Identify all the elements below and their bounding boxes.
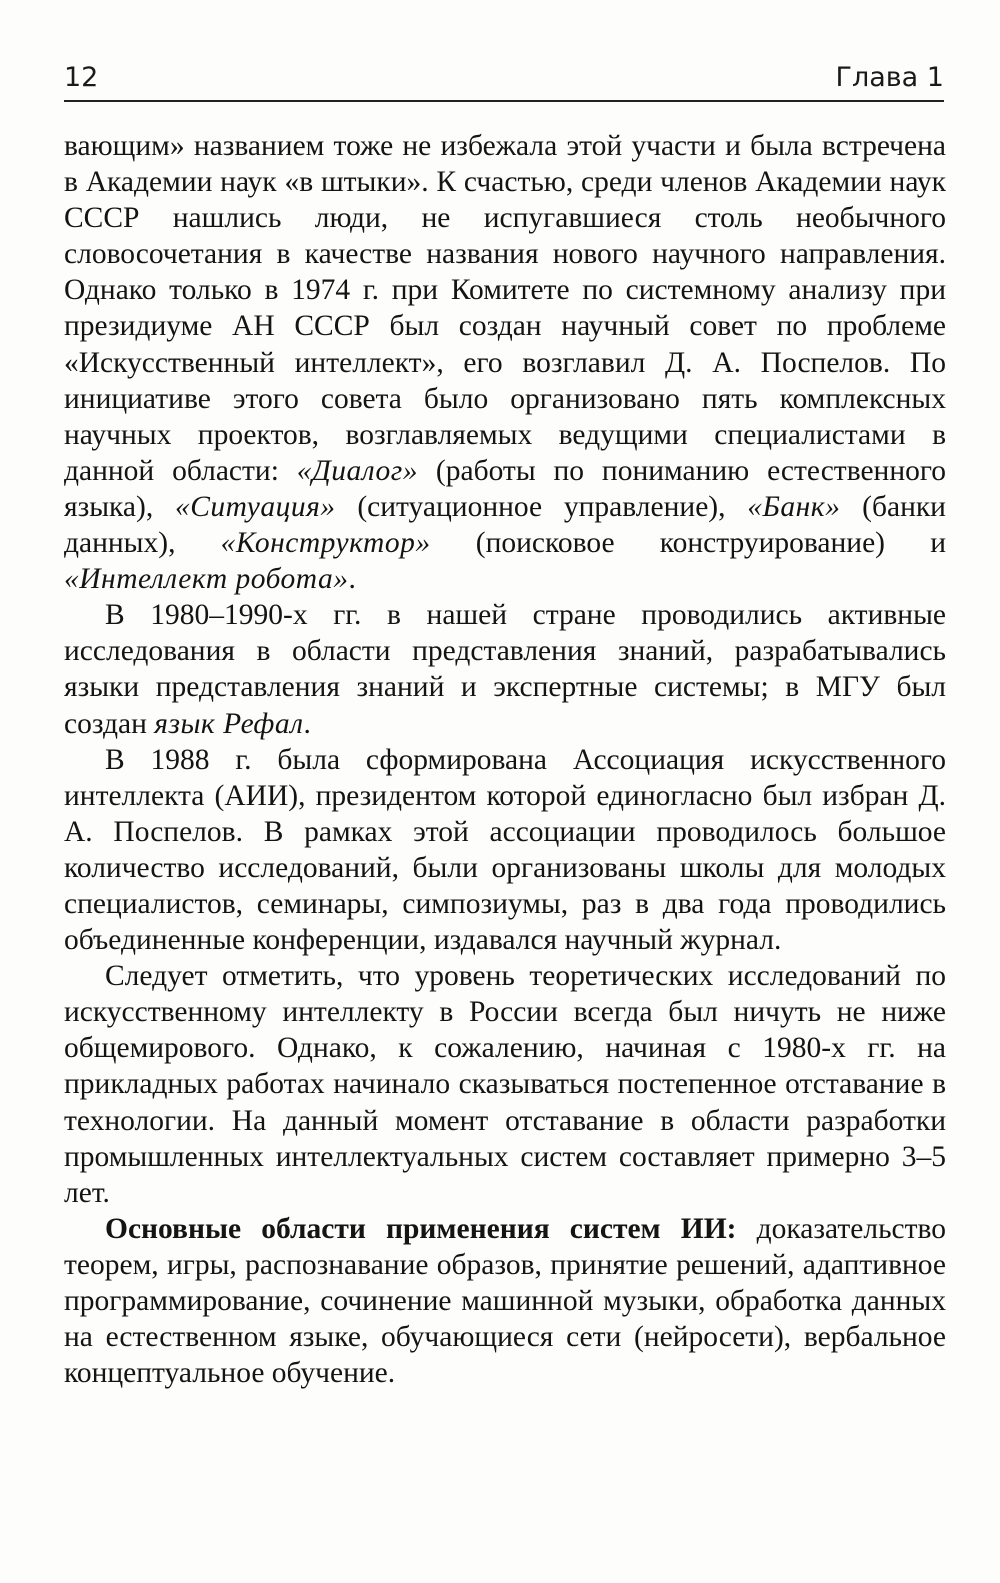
paragraph-1-text-d: (банки данных), [64, 490, 946, 560]
project-bank: «Банк» [747, 490, 841, 523]
project-situation: «Ситуация» [175, 490, 336, 523]
chapter-title: Глава 1 [835, 62, 944, 93]
paragraph-4 [64, 958, 946, 1211]
paragraph-2-text-a: В 1980–1990-х гг. в нашей стране проводились активные исследования в области представления знаний, разрабатывались языки представления знаний и экспертные системы; в МГУ был создан [64, 599, 946, 740]
refal-language: язык Рефал [154, 707, 304, 740]
paragraph-2 [64, 597, 946, 741]
paragraph-1 [64, 128, 946, 597]
paragraph-3 [64, 742, 946, 959]
paragraph-2-text-b: . [303, 707, 311, 740]
running-header [64, 56, 944, 102]
project-constructor: «Конструктор» [220, 527, 431, 560]
paragraph-5 [64, 1211, 946, 1391]
paragraph-1-text-e: (поисковое конструирование) и [430, 527, 946, 560]
application-areas-heading: Основные области применения систем ИИ: [105, 1212, 737, 1245]
paragraph-5-text: доказательство теорем, игры, распознавание образов, принятие решений, адаптивное программирование, сочинение машинной музыки, обработка данных на естественном языке, обучающиеся сети (нейросети), вербальное концептуальное обучение. [64, 1212, 946, 1390]
page-number: 12 [64, 62, 99, 93]
paragraph-1-text-c: (ситуационное управление), [335, 490, 748, 523]
paragraph-4-text: Следует отметить, что уровень теоретических исследований по искусственному интеллекту в России всегда был ничуть не ниже общемирового. Однако, к сожалению, начиная с 1980-х гг. на прикладных работах начинало сказываться постепенное отставание в технологии. На данный момент отставание в области разработки промышленных интеллектуальных систем составляет примерно 3–5 лет. [64, 960, 946, 1209]
paragraph-1-text-f: . [348, 563, 356, 596]
paragraph-3-text: В 1988 г. была сформирована Ассоциация искусственного интеллекта (АИИ), президентом которой единогласно был избран Д. А. Поспелов. В рамках этой ассоциации проводилось большое количество исследований, были организованы школы для молодых специалистов, семинары, симпозиумы, раз в два года проводились объединенные конференции, издавался научный журнал. [64, 743, 946, 957]
body-text [64, 128, 946, 1391]
project-dialog: «Диалог» [296, 454, 419, 487]
project-robot-intellect: «Интеллект робота» [64, 563, 349, 596]
paragraph-1-text-a: вающим» названием тоже не избежала этой участи и была встречена в Академии наук «в штыки». К счастью, среди членов Академии наук СССР нашлись люди, не испугавшиеся столь необычного словосочетания в качестве названия нового научного направления. Однако только в 1974 г. при Комитете по системному анализу при президиуме АН СССР был создан научный совет по проблеме «Искусственный интеллект», его возглавил Д. А. Поспелов. По инициативе этого совета было организовано пять комплексных научных проектов, возглавляемых ведущими специалистами в данной области: [64, 130, 946, 487]
paragraph-1-text-b: (работы по пониманию естественного языка), [64, 454, 946, 523]
